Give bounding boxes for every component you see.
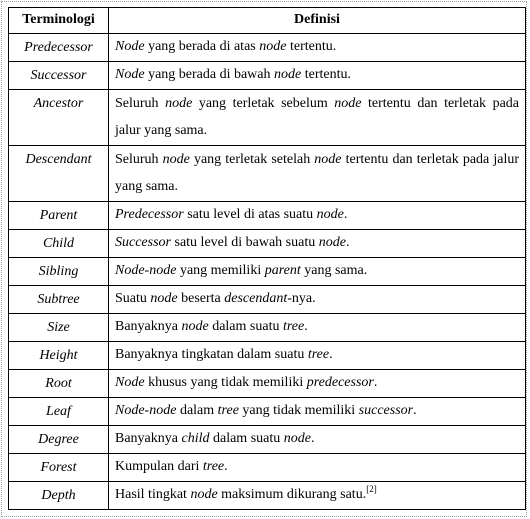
italic-term: node	[334, 96, 362, 111]
definition-text: .	[310, 431, 315, 446]
table-row	[9, 454, 526, 482]
italic-term: descendant	[224, 291, 288, 306]
definition-text: dalam	[176, 403, 218, 418]
italic-term: node	[259, 39, 287, 54]
definition-text: dalam suatu	[209, 431, 284, 446]
italic-term: tree	[282, 319, 305, 334]
citation-ref: [2]	[366, 484, 377, 494]
table-row	[9, 286, 526, 314]
term-cell: Child	[9, 230, 109, 258]
italic-term: node	[165, 96, 193, 111]
term-cell: Successor	[9, 62, 109, 90]
definition-text: .	[329, 347, 333, 362]
italic-term: tree	[217, 403, 239, 418]
term-cell: Height	[9, 342, 109, 370]
definition-text: maksimum dikurang satu.	[217, 487, 367, 502]
term-cell: Ancestor	[9, 90, 109, 146]
header-definisi: Definisi	[109, 8, 526, 34]
italic-term: Node	[115, 39, 145, 54]
terminology-table	[8, 7, 526, 510]
definition-text: .	[345, 235, 350, 250]
italic-term: parent	[264, 263, 301, 278]
definition-cell	[109, 202, 526, 230]
table-row	[9, 342, 526, 370]
definition-text: Banyaknya tingkatan dalam suatu	[115, 347, 308, 362]
definition-cell	[109, 230, 526, 258]
term-cell: Parent	[9, 202, 109, 230]
italic-term: Predecessor	[115, 207, 184, 222]
definition-text: .	[343, 207, 348, 222]
definition-text: yang sama.	[300, 263, 368, 278]
definition-text: satu level di bawah suatu	[171, 235, 319, 250]
definition-text: .	[224, 459, 228, 474]
italic-term: Node-node	[115, 403, 177, 418]
term-cell: Forest	[9, 454, 109, 482]
italic-term: node	[283, 431, 311, 446]
table-row	[9, 426, 526, 454]
definition-cell	[109, 146, 526, 202]
definition-cell	[109, 370, 526, 398]
definition-text: Seluruh	[115, 152, 163, 167]
definition-text: Hasil tingkat	[115, 487, 191, 502]
header-terminologi: Terminologi	[9, 8, 109, 34]
definition-text: Kumpulan dari	[115, 459, 203, 474]
italic-term: node	[318, 235, 346, 250]
definition-text: tertentu.	[301, 67, 351, 82]
definition-cell	[109, 342, 526, 370]
definition-text: yang terletak setelah	[189, 152, 315, 167]
term-cell: Root	[9, 370, 109, 398]
definition-cell	[109, 62, 526, 90]
definition-text: .	[373, 375, 378, 390]
definition-cell	[109, 286, 526, 314]
italic-term: node	[274, 67, 302, 82]
definition-text: Banyaknya	[115, 431, 182, 446]
table-row	[9, 398, 526, 426]
term-cell: Leaf	[9, 398, 109, 426]
table-row	[9, 258, 526, 286]
italic-term: node	[190, 487, 218, 502]
italic-term: node	[181, 319, 209, 334]
term-cell: Size	[9, 314, 109, 342]
definition-text: Seluruh	[115, 96, 166, 111]
definition-text: yang berada di atas	[144, 39, 260, 54]
definition-cell	[109, 34, 526, 62]
table-row	[9, 230, 526, 258]
italic-term: node	[314, 152, 342, 167]
definition-text: beserta	[177, 291, 225, 306]
definition-text: tertentu dan terletak pada jalur yang sama.	[115, 152, 519, 194]
table-row	[9, 90, 526, 146]
table-row	[9, 482, 526, 510]
definition-text: yang memiliki	[176, 263, 265, 278]
term-cell: Subtree	[9, 286, 109, 314]
definition-text: Banyaknya	[115, 319, 182, 334]
definition-text: yang tidak memiliki	[238, 403, 359, 418]
definition-text: dalam suatu	[208, 319, 283, 334]
table-row	[9, 34, 526, 62]
term-cell: Descendant	[9, 146, 109, 202]
italic-term: tree	[307, 347, 330, 362]
table-header-row	[9, 8, 526, 34]
table-row	[9, 62, 526, 90]
definition-cell	[109, 482, 526, 510]
italic-term: node	[162, 152, 190, 167]
term-cell: Sibling	[9, 258, 109, 286]
italic-term: Node	[115, 67, 145, 82]
italic-term: child	[181, 431, 210, 446]
term-cell: Predecessor	[9, 34, 109, 62]
term-cell: Depth	[9, 482, 109, 510]
definition-cell	[109, 314, 526, 342]
table-row	[9, 202, 526, 230]
definition-text: yang berada di bawah	[144, 67, 275, 82]
table-body	[9, 34, 526, 510]
document-frame	[1, 1, 527, 517]
definition-cell	[109, 398, 526, 426]
italic-term: predecessor	[306, 375, 374, 390]
definition-text: satu level di atas suatu	[183, 207, 317, 222]
definition-cell	[109, 426, 526, 454]
definition-cell	[109, 454, 526, 482]
table-row	[9, 146, 526, 202]
definition-text: .	[413, 403, 417, 418]
definition-text: yang terletak sebelum	[192, 96, 335, 111]
definition-text: .	[304, 319, 308, 334]
italic-term: Node	[115, 375, 145, 390]
italic-term: tree	[202, 459, 225, 474]
definition-text: tertentu dan terletak pada jalur yang sama.	[115, 96, 519, 138]
definition-text: -nya.	[287, 291, 316, 306]
table-row	[9, 314, 526, 342]
definition-cell	[109, 90, 526, 146]
table-row	[9, 370, 526, 398]
italic-term: Successor	[115, 235, 171, 250]
italic-term: node	[150, 291, 178, 306]
definition-cell	[109, 258, 526, 286]
definition-text: Suatu	[115, 291, 151, 306]
italic-term: successor	[358, 403, 414, 418]
italic-term: node	[316, 207, 344, 222]
term-cell: Degree	[9, 426, 109, 454]
definition-text: tertentu.	[286, 39, 337, 54]
definition-text: khusus yang tidak memiliki	[144, 375, 307, 390]
italic-term: Node-node	[115, 263, 177, 278]
